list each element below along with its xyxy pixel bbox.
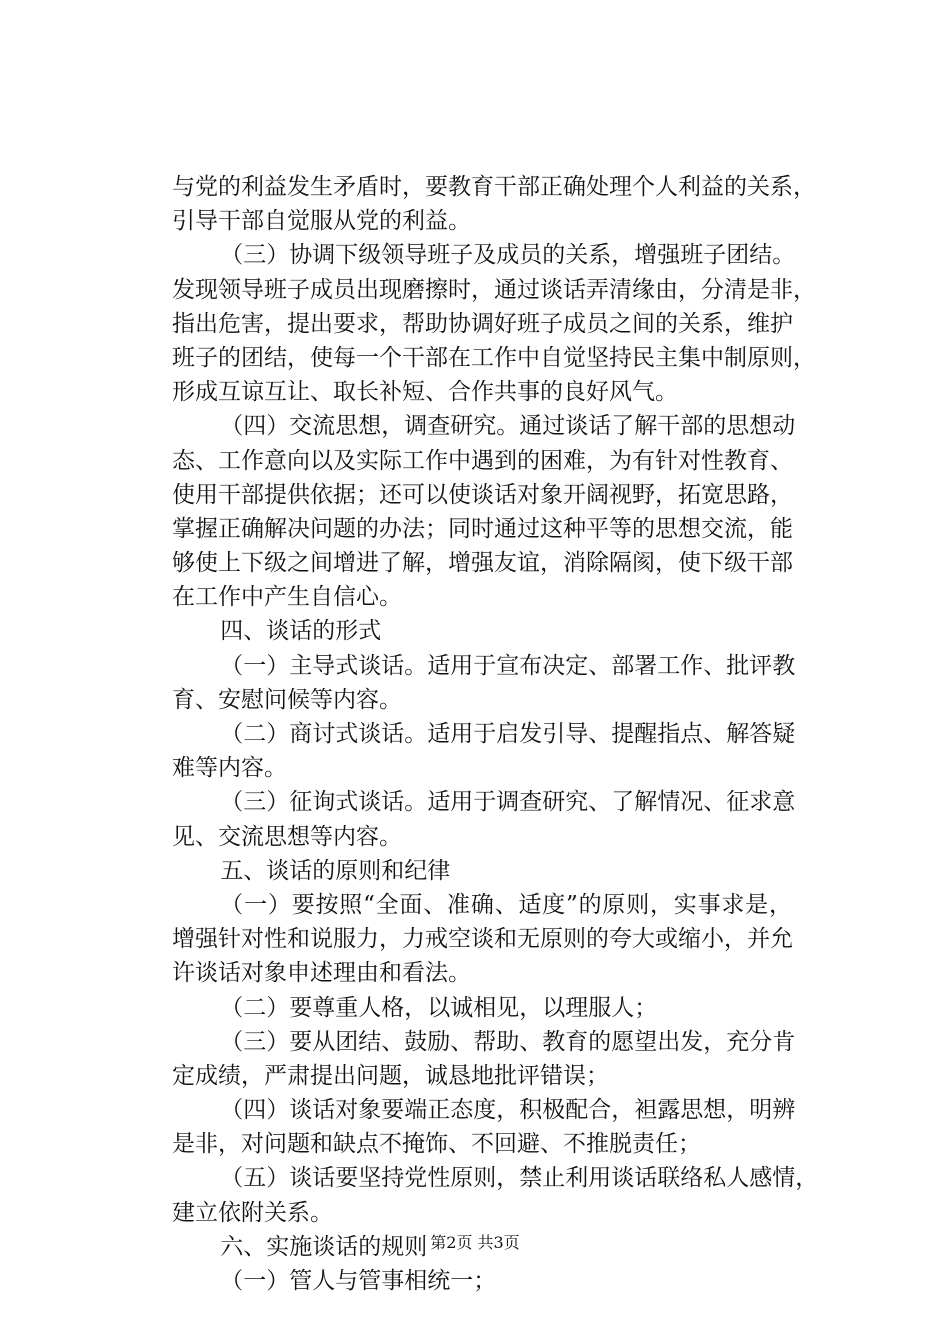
text-line: 育、安慰问候等内容。 <box>172 686 402 713</box>
text-line: （三）征询式谈话。适用于调查研究、了解情况、征求意 <box>220 789 796 816</box>
text-line: （四）谈话对象要端正态度，积极配合，袒露思想，明辨 <box>220 1097 796 1124</box>
text-line: 四、谈话的形式 <box>220 618 382 645</box>
text-line: 引导干部自觉服从党的利益。 <box>172 208 471 235</box>
text-line: 难等内容。 <box>172 755 287 782</box>
text-line: 态、工作意向以及实际工作中遇到的困难，为有针对性教育、 <box>172 447 793 474</box>
text-line: 与党的利益发生矛盾时，要教育干部正确处理个人利益的关系， <box>172 174 816 200</box>
text-line: 使用干部提供依据；还可以使谈话对象开阔视野，拓宽思路， <box>172 481 793 508</box>
text-line: 是非，对问题和缺点不掩饰、不回避、不推脱责任； <box>172 1131 701 1158</box>
text-line: （一）要按照“全面、准确、适度”的原则，实事求是， <box>220 891 792 918</box>
text-line: 够使上下级之间增进了解，增强友谊，消除隔阂，使下级干部 <box>172 550 793 577</box>
text-line: 在工作中产生自信心。 <box>172 584 402 611</box>
text-line: 形成互谅互让、取长补短、合作共事的良好风气。 <box>172 379 678 406</box>
text-line: 定成绩，严肃提出问题，诚恳地批评错误； <box>172 1062 609 1089</box>
text-line: 指出危害，提出要求，帮助协调好班子成员之间的关系，维护 <box>172 310 793 337</box>
text-line: 六、实施谈话的规则 <box>220 1233 428 1260</box>
text-line: （二）商讨式谈话。适用于启发引导、提醒指点、解答疑 <box>220 721 796 747</box>
text-line: 五、谈话的原则和纪律 <box>220 857 451 884</box>
text-line: 掌握正确解决问题的办法；同时通过这种平等的思想交流，能 <box>172 515 793 542</box>
text-line: （二）要尊重人格，以诚相见，以理服人； <box>220 994 658 1021</box>
text-line: （三）协调下级领导班子及成员的关系，增强班子团结。 <box>220 242 796 269</box>
text-line: （四）交流思想，调查研究。通过谈话了解干部的思想动 <box>220 413 796 440</box>
text-line: （一）管人与管事相统一； <box>220 1268 497 1294</box>
document-body <box>172 170 819 1298</box>
text-line: （一）主导式谈话。适用于宣布决定、部署工作、批评教 <box>220 652 796 679</box>
text-line: 班子的团结，使每一个干部在工作中自觉坚持民主集中制原则， <box>172 344 816 371</box>
text-line: 见、交流思想等内容。 <box>172 823 402 850</box>
text-line: （五）谈话要坚持党性原则，禁止利用谈话联络私人感情， <box>220 1165 819 1192</box>
page-footer: 第2页 共3页 <box>430 1233 520 1252</box>
text-line: 建立依附关系。 <box>172 1199 333 1226</box>
text-line: 许谈话对象申述理由和看法。 <box>172 960 471 987</box>
text-line: （三）要从团结、鼓励、帮助、教育的愿望出发，充分肯 <box>220 1028 796 1055</box>
text-line: 发现领导班子成员出现磨擦时，通过谈话弄清缘由，分清是非， <box>172 276 816 303</box>
text-line: 增强针对性和说服力，力戒空谈和无原则的夸大或缩小，并允 <box>172 926 793 953</box>
